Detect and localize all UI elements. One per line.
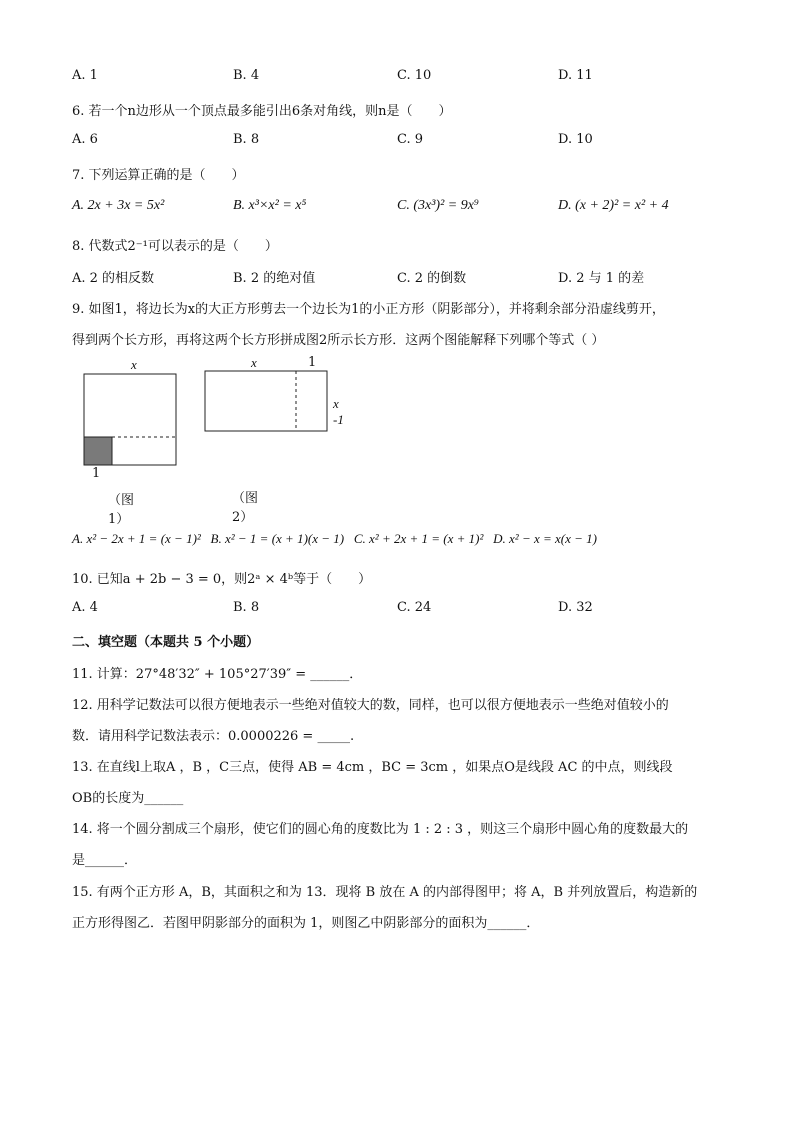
q9-options — [72, 531, 597, 547]
q14-stem-line1: 14. 将一个圆分割成三个扇形，使它们的圆心角的度数比为 1 : 2 : 3 ，则这三个扇形中圆心角的度数最大的 — [72, 822, 689, 837]
q10-options — [72, 600, 752, 620]
q7-stem: 7. 下列运算正确的是（ ） — [72, 168, 245, 183]
q15-stem-line2: 正方形得图乙．若图甲阴影部分的面积为 1，则图乙中阴影部分的面积为______． — [72, 916, 540, 931]
q6-stem: 6. 若一个n边形从一个顶点最多能引出6条对角线，则n是（ ） — [72, 104, 452, 119]
fig1-bottom-label: 1 — [92, 466, 101, 481]
q8-options — [72, 267, 752, 287]
q11-stem: 11. 计算：27°48′32″ + 105°27′39″ = ______． — [72, 667, 363, 682]
q8-option-c[interactable]: C. 2 的倒数 — [397, 271, 467, 286]
q6-option-a[interactable]: A. 6 — [72, 132, 98, 147]
fig2-top-label-1: 1 — [308, 355, 317, 370]
q13-stem-line1: 13. 在直线l上取A ，B ，C三点，使得 AB = 4cm ，BC = 3cm ，如果点O是线段 AC 的中点，则线段 — [72, 760, 673, 775]
fig1-caption: （图 1） — [108, 493, 135, 527]
q7-option-c[interactable]: C. (3x³)² = 9x⁹ — [397, 198, 479, 213]
q9-stem-line2: 得到两个长方形，再将这两个长方形拼成图2所示长方形．这两个图能解释下列哪个等式（ ） — [72, 333, 605, 348]
fig2-top-label-x: x — [251, 355, 257, 370]
q9-option-c[interactable]: C. x² + 2x + 1 = (x + 1)² — [353, 531, 484, 546]
q5-option-b[interactable]: B. 4 — [233, 68, 260, 83]
q8-stem: 8. 代数式2⁻¹可以表示的是（ ） — [72, 239, 278, 254]
q12-stem-line2: 数．请用科学记数法表示：0.0000226 = _____. — [72, 729, 355, 744]
q8-option-d[interactable]: D. 2 与 1 的差 — [558, 271, 645, 286]
q5-options — [72, 68, 752, 88]
q10-stem: 10. 已知a + 2b − 3 = 0，则2ᵃ × 4ᵇ等于（ ） — [72, 572, 372, 587]
fig2-caption: （图 2） — [232, 491, 259, 525]
q10-option-b[interactable]: B. 8 — [233, 600, 260, 615]
q9-option-b[interactable]: B. x² − 1 = (x + 1)(x − 1) — [210, 531, 345, 546]
q8-option-a[interactable]: A. 2 的相反数 — [72, 271, 155, 286]
q14-stem-line2: 是______． — [72, 853, 138, 868]
q10-option-c[interactable]: C. 24 — [397, 600, 432, 615]
fig1-top-label: x — [131, 357, 137, 372]
fig2-side-label: x -1 — [333, 396, 344, 427]
q15-stem-line1: 15. 有两个正方形 A，B，其面积之和为 13．现将 B 放在 A 的内部得图甲；将 A，B 并列放置后，构造新的 — [72, 885, 698, 900]
q7-option-d[interactable]: D. (x + 2)² = x² + 4 — [558, 198, 669, 213]
section-heading-fill-in: 二、填空题（本题共 5 个小题） — [72, 635, 260, 650]
q8-option-b[interactable]: B. 2 的绝对值 — [233, 271, 316, 286]
fig1-shaded-square — [84, 437, 112, 465]
q6-option-d[interactable]: D. 10 — [558, 132, 593, 147]
q13-stem-line2: OB的长度为______ — [72, 791, 184, 806]
q10-option-d[interactable]: D. 32 — [558, 600, 593, 615]
q9-stem-line1: 9. 如图1，将边长为x的大正方形剪去一个边长为1的小正方形（阴影部分），并将剩余部分沿虚线剪开， — [72, 302, 665, 317]
fig2-rectangle-diagram — [204, 370, 330, 434]
q12-stem-line1: 12. 用科学记数法可以很方便地表示一些绝对值较大的数，同样，也可以很方便地表示一些绝对值较小的 — [72, 698, 669, 713]
q6-options — [72, 132, 752, 152]
q5-option-c[interactable]: C. 10 — [397, 68, 432, 83]
q6-option-b[interactable]: B. 8 — [233, 132, 260, 147]
fig1-square-diagram — [83, 373, 178, 467]
q9-option-d[interactable]: D. x² − x = x(x − 1) — [493, 531, 597, 546]
q10-option-a[interactable]: A. 4 — [72, 600, 98, 615]
q7-options — [72, 198, 752, 218]
q7-option-a[interactable]: A. 2x + 3x = 5x² — [72, 198, 165, 213]
q5-option-d[interactable]: D. 11 — [558, 68, 593, 83]
q9-option-a[interactable]: A. x² − 2x + 1 = (x − 1)² — [72, 531, 201, 546]
q6-option-c[interactable]: C. 9 — [397, 132, 424, 147]
q5-option-a[interactable]: A. 1 — [72, 68, 98, 83]
q7-option-b[interactable]: B. x³×x² = x⁵ — [233, 198, 307, 213]
